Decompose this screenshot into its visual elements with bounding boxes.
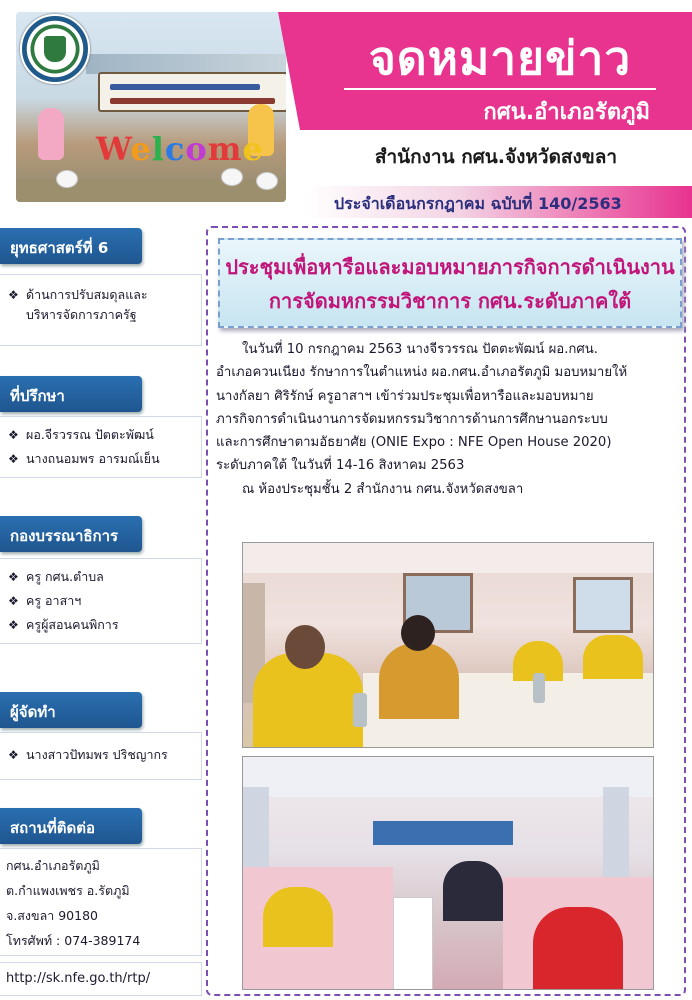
list-item-text: ผอ.จีรวรรณ ปัตตะพัฒน์ [26, 427, 154, 442]
participant [263, 887, 333, 947]
sheep-figure [256, 172, 278, 190]
newsletter-subtitle: กศน.อำเภอรัตภูมิ [483, 100, 650, 125]
sidebar-box-editorial [0, 558, 202, 644]
participant [379, 643, 459, 719]
ceiling [243, 757, 654, 797]
body-line: นางกัลยา ศิริรักษ์ ครูอาสาฯ เข้าร่วมประชุมเพื่อหารือและมอบหมาย [216, 388, 594, 404]
list-item-text: ครูผู้สอนคนพิการ [26, 617, 119, 632]
contact-line: จ.สงขลา 90180 [6, 908, 98, 923]
window [573, 577, 633, 633]
diamond-bullet-icon: ❖ [8, 594, 19, 608]
sidebar-heading-editorial: กองบรรณาธิการ [0, 516, 142, 552]
list-item [0, 615, 201, 639]
contact-phone: โทรศัพท์ : 074-389174 [6, 933, 141, 948]
participant [443, 861, 503, 921]
list-item-text: ครู กศน.ตำบล [26, 569, 104, 584]
sidebar-heading-contact: สถานที่ติดต่อ [0, 808, 142, 844]
participant-head [285, 625, 325, 669]
sidebar-heading-strategy: ยุทธศาสตร์ที่ 6 [0, 228, 142, 264]
body-line: ระดับภาคใต้ ในวันที่ 14-16 สิงหาคม 2563 [216, 458, 465, 474]
sidebar-box-contact [0, 848, 202, 956]
welcome-sign: Welcome [96, 130, 264, 168]
body-line: ณ ห้องประชุมชั้น 2 สำนักงาน กศน.จังหวัดสงขลา [242, 481, 524, 497]
diamond-bullet-icon: ❖ [8, 288, 19, 302]
thermos [353, 693, 367, 727]
meeting-photo-2 [242, 756, 654, 990]
chair [393, 897, 433, 990]
nfe-logo [20, 14, 90, 84]
sidebar-box-producer [0, 732, 202, 780]
list-item-text: ครู อาสาฯ [26, 593, 82, 608]
sheep-figure [56, 170, 78, 188]
sign-roof [86, 54, 286, 74]
newsletter-header [0, 0, 692, 222]
title-divider [344, 88, 656, 90]
list-item [0, 417, 201, 449]
list-item-text: ด้านการปรับสมดุลและบริหารจัดการภาครัฐ [26, 287, 148, 322]
headline-box [218, 238, 682, 328]
issue-label: ประจำเดือนกรกฎาคม ฉบับที่ 140/2563 [334, 194, 622, 213]
sidebar-heading-advisors: ที่ปรึกษา [0, 376, 142, 412]
list-item [0, 275, 201, 329]
list-item-text: นางสาวปัทมพร ปริชญากร [26, 747, 168, 762]
sidebar-box-strategy [0, 274, 202, 346]
article-body [216, 338, 680, 501]
logo-emblem-icon [44, 36, 66, 62]
diamond-bullet-icon: ❖ [8, 428, 19, 442]
list-item [0, 591, 201, 615]
body-line: อำเภอควนเนียง รักษาการในตำแหน่ง ผอ.กศน.อำเภอรัตภูมิ มอบหมายให้ [216, 365, 628, 381]
meeting-photo-1 [242, 542, 654, 748]
diamond-bullet-icon: ❖ [8, 452, 19, 466]
contact-line: ต.กำแพงเพชร อ.รัตภูมิ [6, 883, 130, 898]
diamond-bullet-icon: ❖ [8, 618, 19, 632]
sidebar [0, 222, 202, 1000]
stage-banner [373, 821, 513, 845]
contact-line: กศน.อำเภอรัตภูมิ [6, 858, 100, 873]
headline-line: การจัดมหกรรมวิชาการ กศน.ระดับภาคใต้ [268, 289, 632, 313]
website-link[interactable]: http://sk.nfe.go.th/rtp/ [0, 962, 202, 996]
doll-figure [38, 108, 64, 160]
list-item [0, 559, 201, 591]
thermos [533, 673, 545, 703]
participant-head [401, 615, 435, 651]
ceiling [243, 543, 654, 573]
headline-line: ประชุมเพื่อหารือและมอบหมายภารกิจการดำเนินงาน [225, 255, 675, 279]
diamond-bullet-icon: ❖ [8, 748, 19, 762]
newsletter-title: จดหมายข่าว [368, 31, 632, 85]
sign-text-line [110, 98, 275, 104]
sidebar-heading-producer: ผู้จัดทำ [0, 692, 142, 728]
list-item-text: นางถนอมพร อารมณ์เย็น [26, 451, 160, 466]
participant [533, 907, 623, 990]
body-line: ภารกิจการดำเนินงานการจัดมหกรรมวิชาการด้านการศึกษานอกระบบ [216, 411, 608, 427]
list-item [0, 733, 201, 769]
diamond-bullet-icon: ❖ [8, 570, 19, 584]
body-line: ในวันที่ 10 กรกฎาคม 2563 นางจีรวรรณ ปัตตะพัฒน์ ผอ.กศน. [242, 342, 598, 357]
office-name: สำนักงาน กศน.จังหวัดสงขลา [374, 146, 618, 168]
sign-text-line [110, 84, 260, 90]
sidebar-box-advisors [0, 416, 202, 478]
list-item [0, 449, 201, 473]
participant [583, 635, 643, 679]
body-line: และการศึกษาตามอัธยาศัย (ONIE Expo : NFE Open House 2020) [216, 435, 612, 451]
sheep-figure [221, 168, 243, 186]
article-headline [220, 240, 680, 318]
